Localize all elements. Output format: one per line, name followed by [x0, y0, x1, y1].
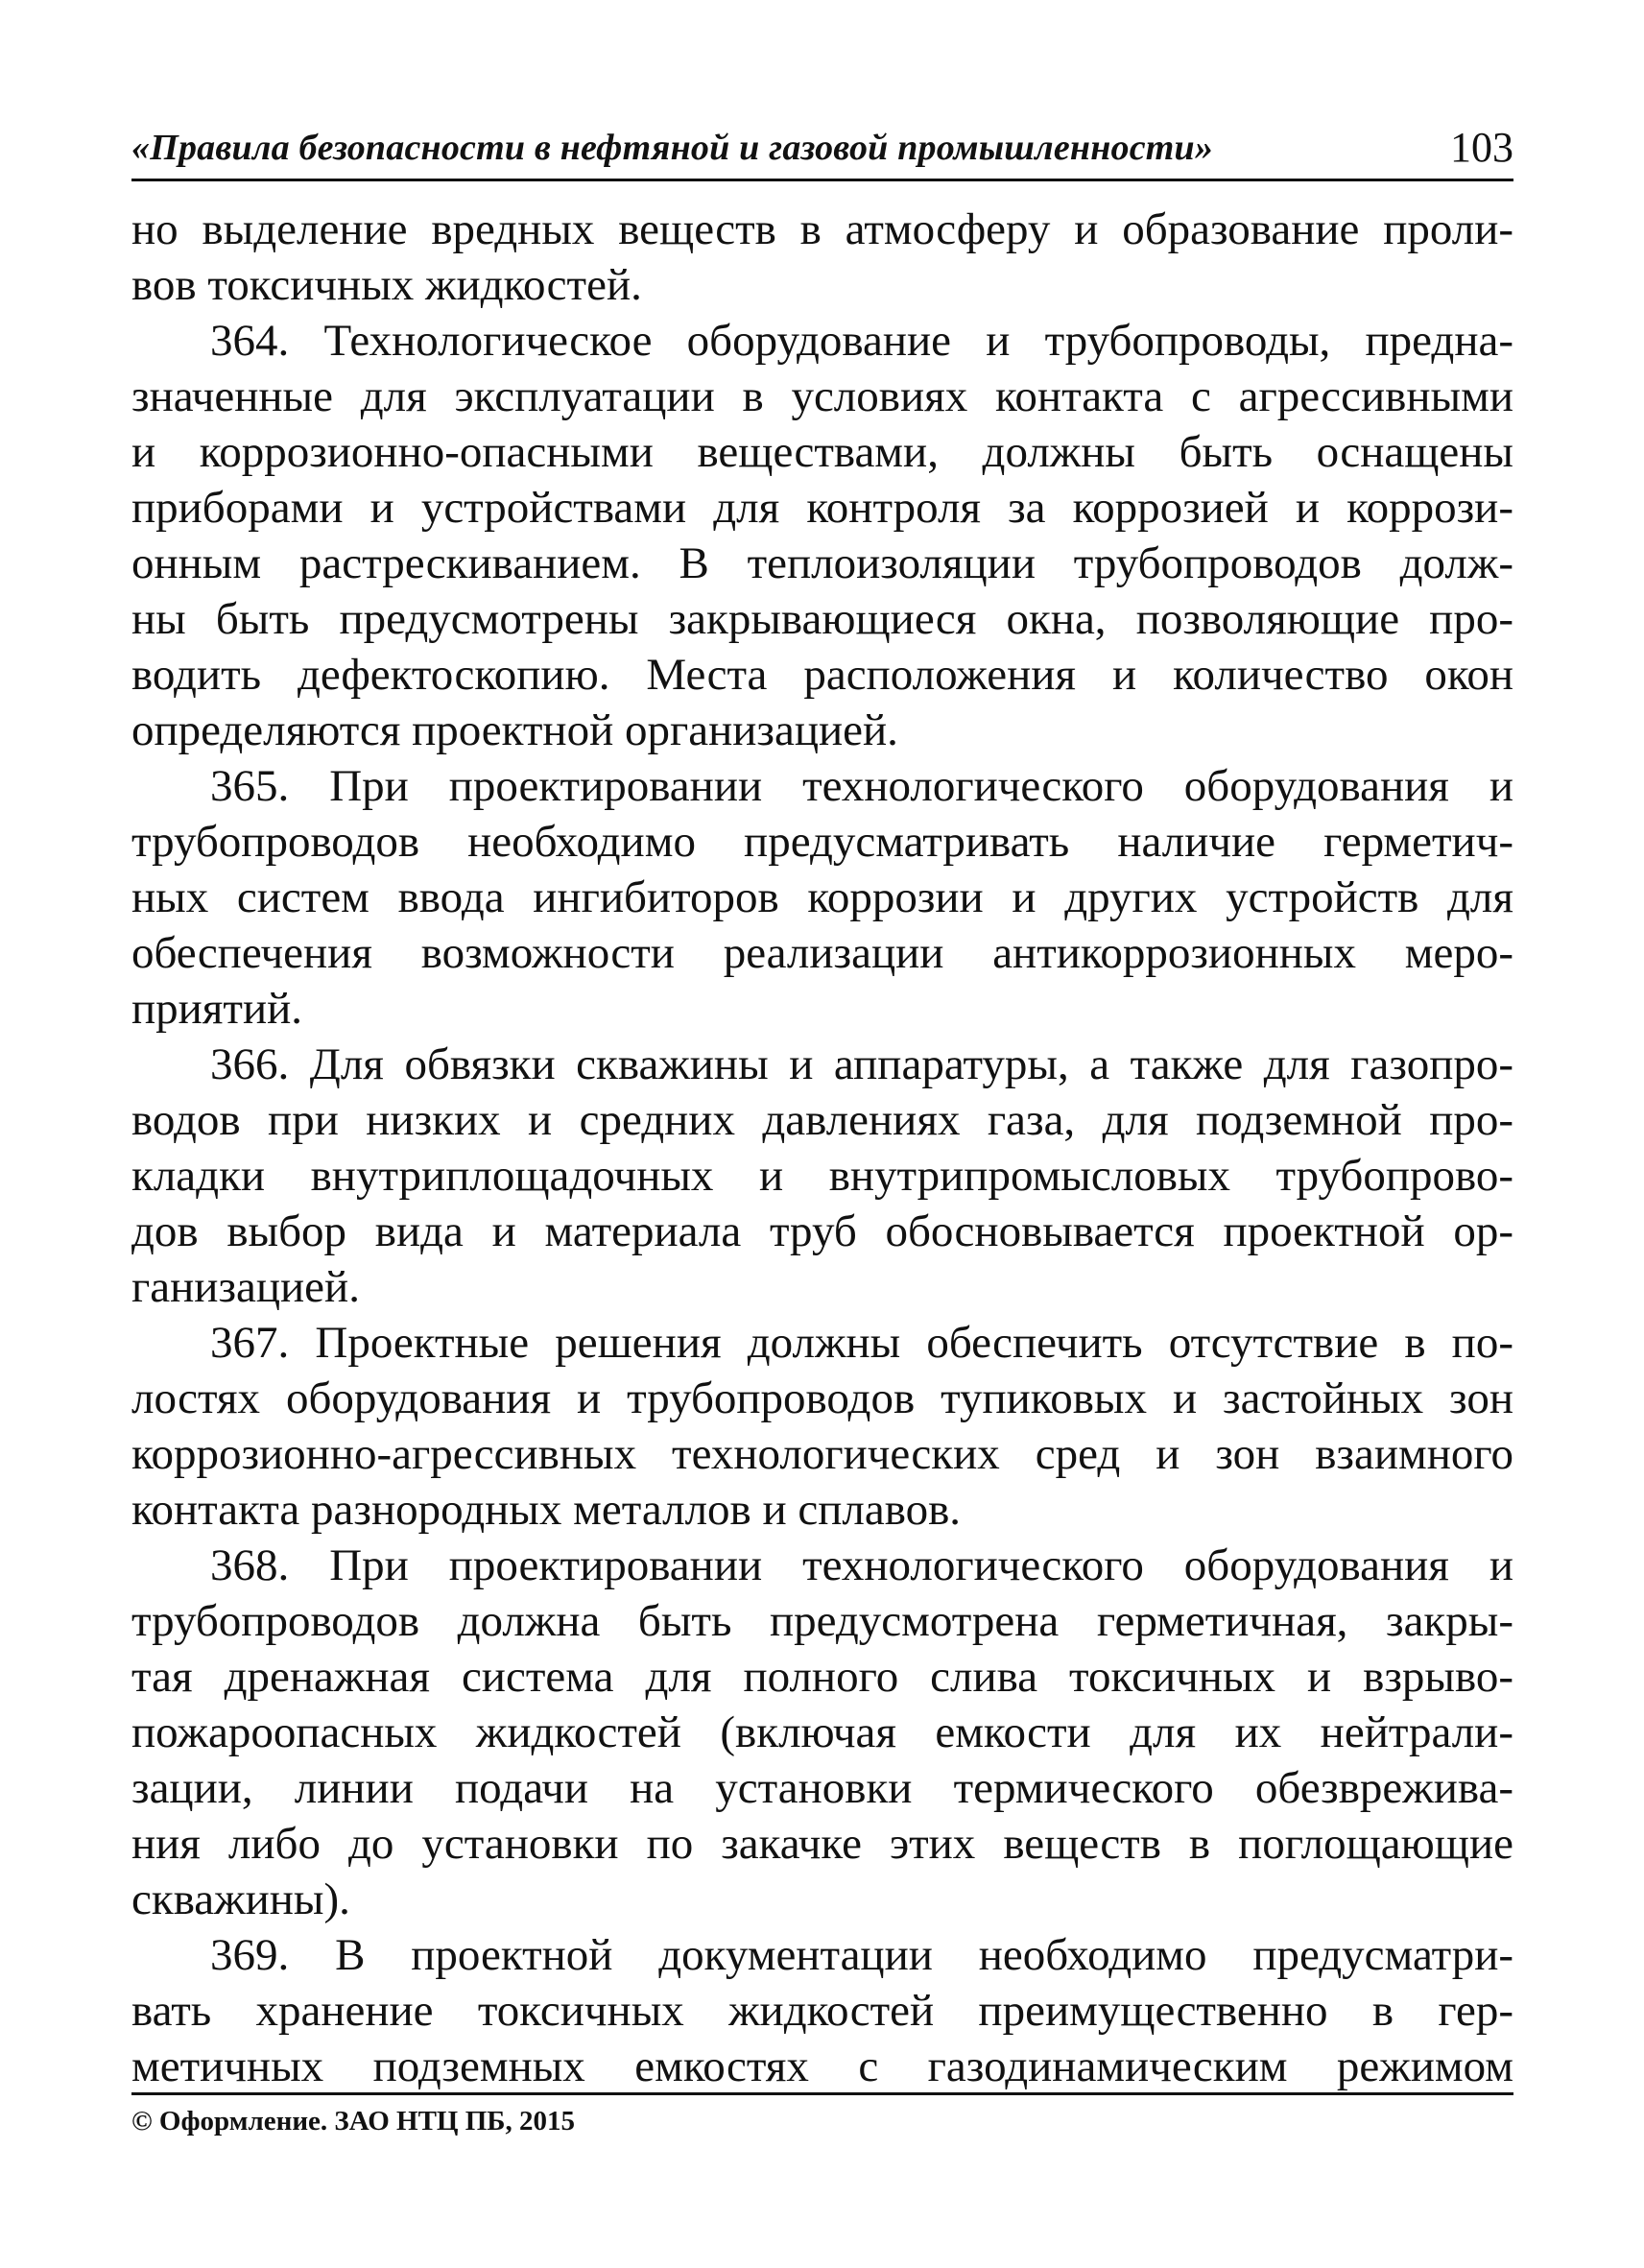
text-line: ных систем ввода ингибиторов коррозии и других устройств для [131, 872, 1513, 922]
text-line: 368. При проектировании технологического оборудования и [210, 1540, 1513, 1590]
text-line: зации, линии подачи на установки термического обезврежива- [131, 1763, 1513, 1813]
paragraph [131, 1315, 1513, 1538]
text-line: но выделение вредных веществ в атмосферу и образование проли- [131, 204, 1513, 254]
text-line: 369. В проектной документации необходимо предусматри- [210, 1930, 1513, 1980]
text-line: ганизацией. [131, 1262, 360, 1312]
text-line: обеспечения возможности реализации антикоррозионных меро- [131, 928, 1513, 978]
text-line: и коррозионно-опасными веществами, должны быть оснащены [131, 427, 1513, 477]
body-text [131, 202, 1513, 2094]
paragraph [131, 1538, 1513, 1927]
text-line: вов токсичных жидкостей. [131, 260, 642, 310]
text-line: скважины). [131, 1874, 350, 1924]
text-line: определяются проектной организацией. [131, 705, 898, 755]
paragraph [131, 1037, 1513, 1315]
text-line: дов выбор вида и материала труб обосновывается проектной ор- [131, 1206, 1513, 1256]
text-line: значенные для эксплуатации в условиях контакта с агрессивными [131, 371, 1513, 421]
text-line: вать хранение токсичных жидкостей преимущественно в гер- [131, 1986, 1513, 2036]
text-line: онным растрескиванием. В теплоизоляции трубопроводов долж- [131, 538, 1513, 588]
text-line: 367. Проектные решения должны обеспечить отсутствие в по- [210, 1318, 1513, 1368]
paragraph [131, 202, 1513, 313]
text-line: трубопроводов должна быть предусмотрена герметичная, закры- [131, 1596, 1513, 1646]
text-line: ны быть предусмотрены закрывающиеся окна, позволяющие про- [131, 594, 1513, 644]
header-title: «Правила безопасности в нефтяной и газовой промышленности» [131, 128, 1214, 168]
paragraph [131, 758, 1513, 1037]
running-header [131, 121, 1513, 181]
text-line: приборами и устройствами для контроля за коррозией и коррози- [131, 483, 1513, 533]
footer-rule [131, 2092, 1513, 2095]
paragraph [131, 1927, 1513, 2094]
text-line: приятий. [131, 984, 303, 1034]
text-line: метичных подземных емкостях с газодинамическим режимом [131, 2041, 1513, 2091]
text-line: контакта разнородных металлов и сплавов. [131, 1485, 962, 1535]
text-line: водов при низких и средних давлениях газа, для подземной про- [131, 1095, 1513, 1145]
page-number: 103 [1450, 124, 1513, 171]
paragraph [131, 313, 1513, 758]
text-line: ния либо до установки по закачке этих веществ в поглощающие [131, 1819, 1513, 1869]
text-line: водить дефектоскопию. Места расположения и количество окон [131, 650, 1513, 700]
text-line: лостях оборудования и трубопроводов тупиковых и застойных зон [131, 1373, 1513, 1423]
text-line: пожароопасных жидкостей (включая емкости для их нейтрали- [131, 1707, 1513, 1757]
text-line: тая дренажная система для полного слива токсичных и взрыво- [131, 1652, 1513, 1702]
text-line: 366. Для обвязки скважины и аппаратуры, а также для газопро- [210, 1039, 1513, 1089]
text-line: 365. При проектировании технологического оборудования и [210, 761, 1513, 811]
text-line: 364. Технологическое оборудование и трубопроводы, предна- [210, 316, 1513, 366]
text-line: трубопроводов необходимо предусматривать наличие герметич- [131, 817, 1513, 867]
text-line: кладки внутриплощадочных и внутрипромысловых трубопрово- [131, 1151, 1513, 1201]
footer-copyright: © Оформление. ЗАО НТЦ ПБ, 2015 [131, 2106, 575, 2137]
text-line: коррозионно-агрессивных технологических сред и зон взаимного [131, 1429, 1513, 1479]
